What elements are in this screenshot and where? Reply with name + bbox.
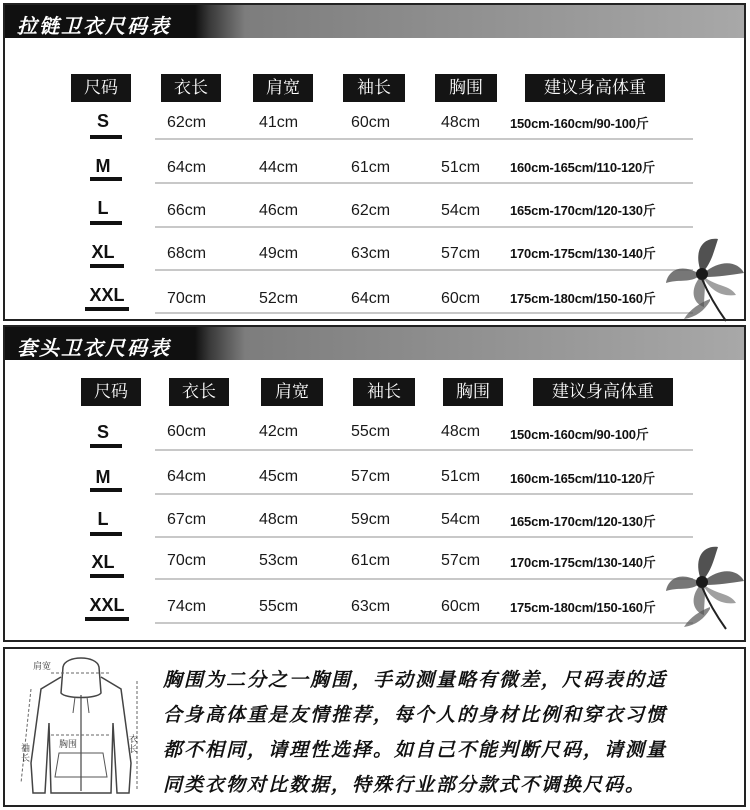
- size-underline: [90, 264, 124, 268]
- length-value: 70cm: [167, 552, 207, 569]
- size-underline: [90, 488, 122, 492]
- diagram-shoulder-label: 肩宽: [33, 662, 52, 672]
- sleeve-value: 61cm: [351, 159, 391, 176]
- shoulder-value: 46cm: [259, 202, 299, 219]
- header-sleeve: 袖长: [343, 74, 405, 102]
- shoulder-value: 42cm: [259, 423, 299, 440]
- sleeve-value: 64cm: [351, 290, 391, 307]
- size-label: M: [95, 467, 111, 487]
- chest-value: 60cm: [441, 598, 481, 615]
- table-title: 套头卫衣尺码表: [17, 336, 171, 360]
- size-label: S: [96, 111, 109, 131]
- sleeve-value: 63cm: [351, 245, 391, 262]
- note-line: 同类衣物对比数据，特殊行业部分款式不调换尺码。: [163, 774, 647, 796]
- length-value: 64cm: [167, 468, 207, 485]
- recommend-value: 170cm-175cm/130-140斤: [510, 246, 656, 261]
- chest-value: 54cm: [441, 511, 481, 528]
- sleeve-value: 59cm: [351, 511, 391, 528]
- length-value: 67cm: [167, 511, 207, 528]
- size-underline: [90, 532, 122, 536]
- chest-value: 60cm: [441, 290, 481, 307]
- recommend-value: 165cm-170cm/120-130斤: [510, 514, 656, 529]
- row-divider: [155, 493, 693, 495]
- chest-value: 51cm: [441, 468, 481, 485]
- size-underline: [90, 221, 122, 225]
- shoulder-value: 52cm: [259, 290, 299, 307]
- size-label: L: [97, 509, 109, 529]
- header-sleeve: 袖长: [353, 378, 415, 406]
- shoulder-value: 48cm: [259, 511, 299, 528]
- table-title-bar: [5, 5, 744, 38]
- row-divider: [155, 226, 693, 228]
- length-value: 66cm: [167, 202, 207, 219]
- header-length: 衣长: [169, 378, 229, 406]
- size-underline: [90, 574, 124, 578]
- shoulder-value: 49cm: [259, 245, 299, 262]
- size-underline: [90, 135, 122, 139]
- sleeve-value: 61cm: [351, 552, 391, 569]
- diagram-length-label: 衣长: [129, 735, 139, 755]
- shoulder-value: 55cm: [259, 598, 299, 615]
- size-label: XXL: [89, 595, 125, 615]
- header-shoulder: 肩宽: [253, 74, 313, 102]
- size-label: XXL: [89, 285, 125, 305]
- length-value: 60cm: [167, 423, 207, 440]
- recommend-value: 150cm-160cm/90-100斤: [510, 116, 649, 131]
- header-chest: 胸围: [435, 74, 497, 102]
- shoulder-value: 53cm: [259, 552, 299, 569]
- zip-hoodie-size-table: [3, 3, 746, 321]
- table-title: 拉链卫衣尺码表: [17, 14, 171, 38]
- row-divider: [155, 536, 693, 538]
- size-underline: [90, 444, 122, 448]
- row-divider: [155, 622, 693, 624]
- sleeve-value: 62cm: [351, 202, 391, 219]
- shoulder-value: 41cm: [259, 114, 299, 131]
- sleeve-value: 60cm: [351, 114, 391, 131]
- header-recommend: 建议身高体重: [525, 74, 665, 102]
- note-line: 合身高体重是友情推荐，每个人的身材比例和穿衣习惯: [163, 704, 668, 726]
- recommend-value: 175cm-180cm/150-160斤: [510, 291, 656, 306]
- length-value: 68cm: [167, 245, 207, 262]
- header-size: 尺码: [81, 378, 141, 406]
- row-divider: [155, 182, 693, 184]
- recommend-value: 160cm-165cm/110-120斤: [510, 160, 655, 175]
- flower-decoration-icon: [660, 233, 746, 323]
- chest-value: 48cm: [441, 423, 481, 440]
- shoulder-value: 45cm: [259, 468, 299, 485]
- diagram-sleeve-label: 袖长: [21, 744, 31, 764]
- sleeve-value: 63cm: [351, 598, 391, 615]
- flower-decoration-icon: [660, 541, 746, 631]
- header-size: 尺码: [71, 74, 131, 102]
- chest-value: 48cm: [441, 114, 481, 131]
- pullover-hoodie-size-table: [3, 325, 746, 642]
- length-value: 62cm: [167, 114, 207, 131]
- size-label: L: [97, 198, 109, 218]
- size-label: M: [95, 156, 111, 176]
- row-divider: [155, 269, 693, 271]
- chest-value: 57cm: [441, 245, 481, 262]
- note-line: 胸围为二分之一胸围，手动测量略有微差，尺码表的适: [163, 669, 668, 691]
- size-underline: [85, 617, 129, 621]
- recommend-value: 150cm-160cm/90-100斤: [510, 427, 649, 442]
- diagram-chest-label: 胸围: [59, 740, 78, 750]
- row-divider: [155, 449, 693, 451]
- recommend-value: 175cm-180cm/150-160斤: [510, 600, 656, 615]
- size-notes-panel: [3, 647, 746, 807]
- header-recommend: 建议身高体重: [533, 378, 673, 406]
- recommend-value: 160cm-165cm/110-120斤: [510, 471, 655, 486]
- length-value: 74cm: [167, 598, 207, 615]
- recommend-value: 165cm-170cm/120-130斤: [510, 203, 656, 218]
- header-shoulder: 肩宽: [261, 378, 323, 406]
- chest-value: 51cm: [441, 159, 481, 176]
- row-divider: [155, 312, 693, 314]
- shoulder-value: 44cm: [259, 159, 299, 176]
- row-divider: [155, 578, 693, 580]
- note-line: 都不相同，请理性选择。如自己不能判断尺码，请测量: [163, 739, 668, 761]
- size-label: XL: [91, 242, 115, 262]
- header-length: 衣长: [161, 74, 221, 102]
- row-divider: [155, 138, 693, 140]
- size-underline: [90, 177, 122, 181]
- hoodie-diagram-icon: [11, 653, 151, 803]
- size-label: S: [96, 422, 109, 442]
- size-underline: [85, 307, 129, 311]
- table-title-bar: [5, 327, 744, 360]
- header-chest: 胸围: [443, 378, 503, 406]
- chest-value: 54cm: [441, 202, 481, 219]
- length-value: 64cm: [167, 159, 207, 176]
- recommend-value: 170cm-175cm/130-140斤: [510, 555, 656, 570]
- sleeve-value: 55cm: [351, 423, 391, 440]
- length-value: 70cm: [167, 290, 207, 307]
- chest-value: 57cm: [441, 552, 481, 569]
- size-label: XL: [91, 552, 115, 572]
- sleeve-value: 57cm: [351, 468, 391, 485]
